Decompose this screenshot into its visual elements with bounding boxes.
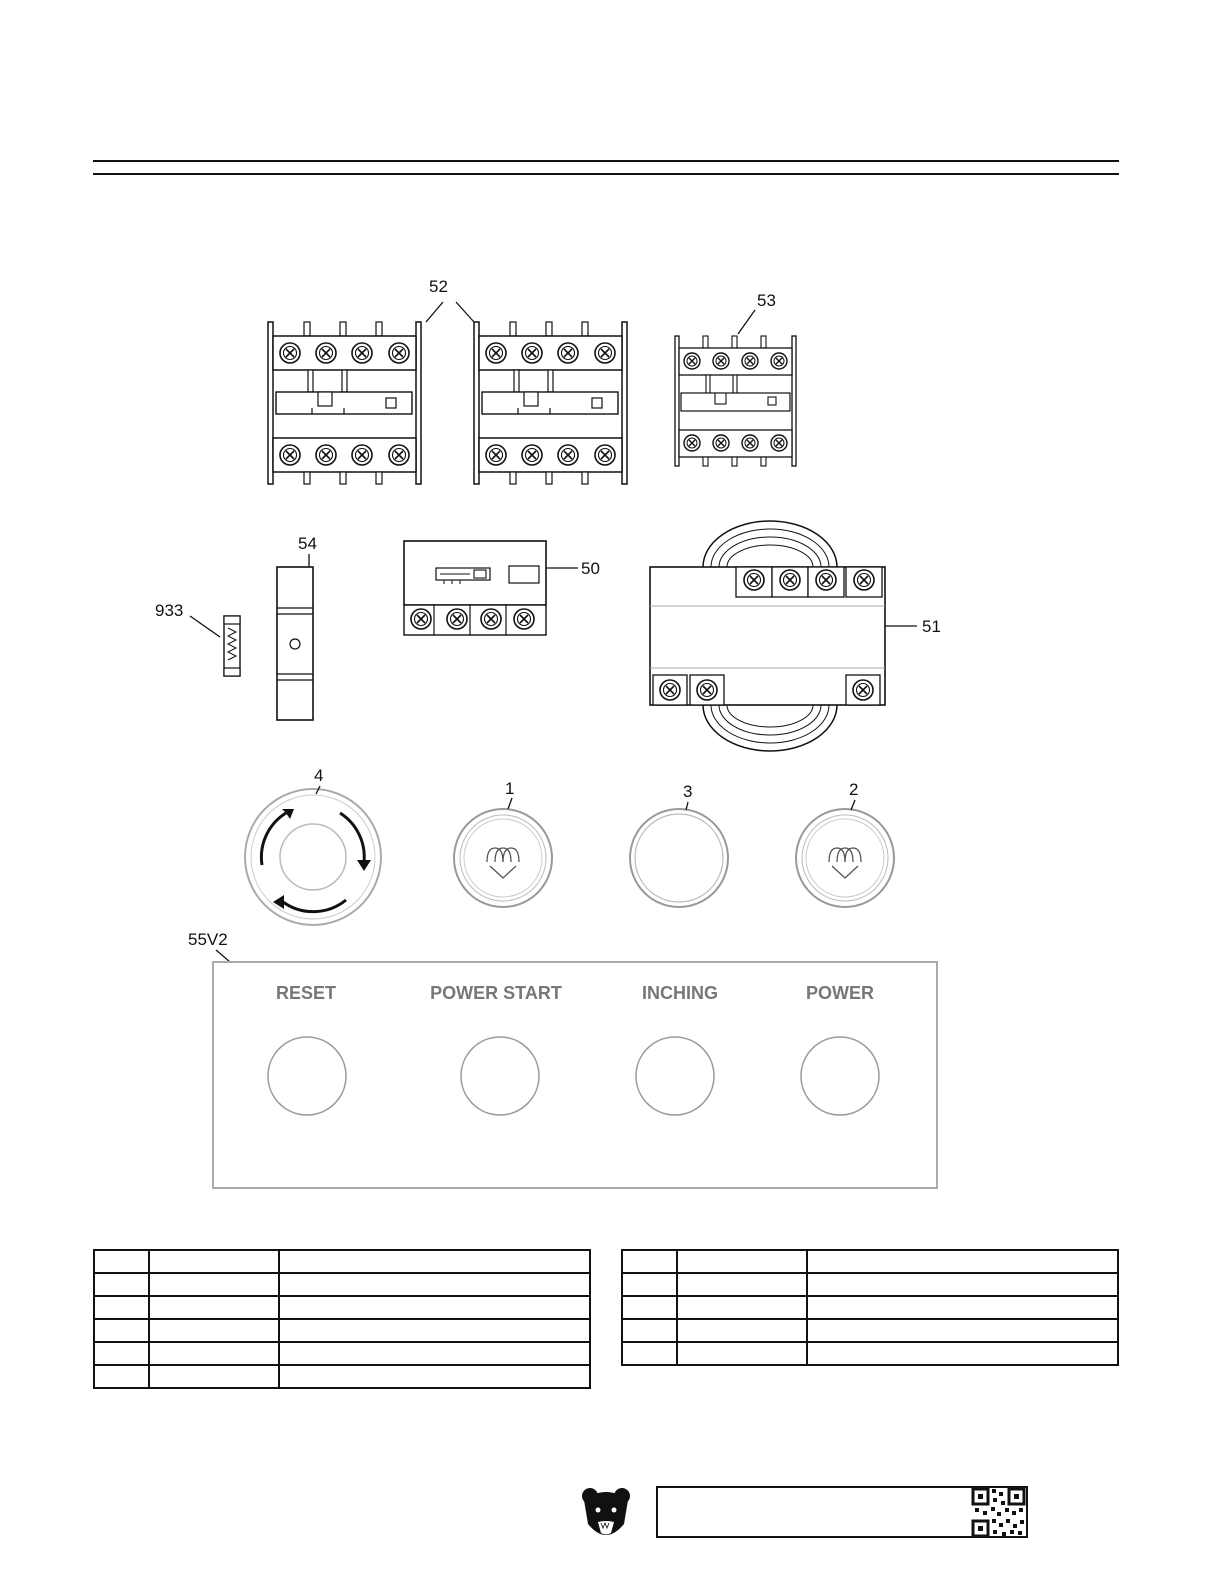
table-cell: [807, 1273, 1118, 1296]
contactor-53: [675, 336, 796, 466]
table-row: [94, 1365, 590, 1388]
bear-head-icon: [582, 1488, 630, 1535]
callout-50: 50: [581, 559, 600, 578]
table-cell: [279, 1342, 590, 1365]
table-row: [622, 1342, 1118, 1365]
panel-hole-inching: [636, 1037, 714, 1115]
table-cell: [94, 1365, 149, 1388]
panel-label-power-start: POWER START: [430, 983, 562, 1003]
table-cell: [149, 1365, 279, 1388]
table-cell: [622, 1273, 677, 1296]
footer-box: [656, 1486, 1028, 1538]
callout-51: 51: [922, 617, 941, 636]
table-cell: [149, 1273, 279, 1296]
table-row: [622, 1319, 1118, 1342]
table-cell: [94, 1319, 149, 1342]
table-cell: [94, 1342, 149, 1365]
table-cell: [622, 1296, 677, 1319]
inching-button-3: [630, 809, 728, 907]
table-cell: [149, 1342, 279, 1365]
table-cell: [94, 1273, 149, 1296]
transformer-51: [650, 521, 885, 751]
overload-relay-50: [404, 541, 546, 635]
table-cell: [807, 1296, 1118, 1319]
leader-55v2: [216, 950, 230, 962]
table-row: [622, 1273, 1118, 1296]
leader-933: [190, 616, 220, 637]
table-cell: [807, 1250, 1118, 1273]
callout-933: 933: [155, 601, 184, 620]
table-row: [94, 1342, 590, 1365]
table-cell: [677, 1319, 807, 1342]
table-row: [94, 1250, 590, 1273]
table-cell: [677, 1273, 807, 1296]
panel-label-reset: RESET: [275, 983, 337, 1003]
table-cell: [622, 1250, 677, 1273]
callout-4: 4: [314, 766, 324, 785]
table-cell: [149, 1296, 279, 1319]
panel-hole-power-start: [461, 1037, 539, 1115]
callout-53: 53: [757, 291, 776, 310]
callout-3: 3: [683, 782, 693, 801]
leader-53: [738, 310, 755, 334]
table-row: [94, 1296, 590, 1319]
table-row: [622, 1250, 1118, 1273]
contactor-52-left: [268, 322, 421, 484]
table-cell: [622, 1319, 677, 1342]
table-cell: [622, 1342, 677, 1365]
callout-52: 52: [429, 277, 448, 296]
parts-table-left-body: [94, 1250, 590, 1388]
panel-label-power: POWER: [805, 983, 875, 1003]
panel-label-inching: INCHING: [642, 983, 718, 1003]
table-cell: [279, 1319, 590, 1342]
fuse-holder-54: [277, 567, 313, 720]
table-cell: [94, 1296, 149, 1319]
leader-52-left: [426, 302, 443, 322]
panel-hole-reset: [268, 1037, 346, 1115]
power-lamp-2: [796, 809, 894, 907]
table-cell: [677, 1296, 807, 1319]
parts-table-right: [621, 1249, 1119, 1366]
leader-2: [851, 800, 855, 810]
panel-hole-power: [801, 1037, 879, 1115]
table-cell: [149, 1250, 279, 1273]
table-cell: [279, 1296, 590, 1319]
table-cell: [807, 1319, 1118, 1342]
power-start-button-1: [454, 809, 552, 907]
leader-52-right: [456, 302, 474, 322]
table-cell: [279, 1273, 590, 1296]
table-row: [94, 1273, 590, 1296]
reset-button-4: [245, 789, 381, 925]
table-cell: [677, 1342, 807, 1365]
callout-1: 1: [505, 779, 515, 798]
table-cell: [677, 1250, 807, 1273]
callout-54: 54: [298, 534, 317, 553]
fuse-933: [224, 616, 240, 676]
table-cell: [807, 1342, 1118, 1365]
table-cell: [279, 1250, 590, 1273]
table-cell: [94, 1250, 149, 1273]
leader-1: [508, 798, 512, 809]
callout-55v2: 55V2: [188, 930, 228, 949]
table-row: [622, 1296, 1118, 1319]
parts-table-left: [93, 1249, 591, 1389]
table-row: [94, 1319, 590, 1342]
callout-2: 2: [849, 780, 859, 799]
parts-table-right-body: [622, 1250, 1118, 1365]
contactor-52-right: [474, 322, 627, 484]
table-cell: [149, 1319, 279, 1342]
table-cell: [279, 1365, 590, 1388]
